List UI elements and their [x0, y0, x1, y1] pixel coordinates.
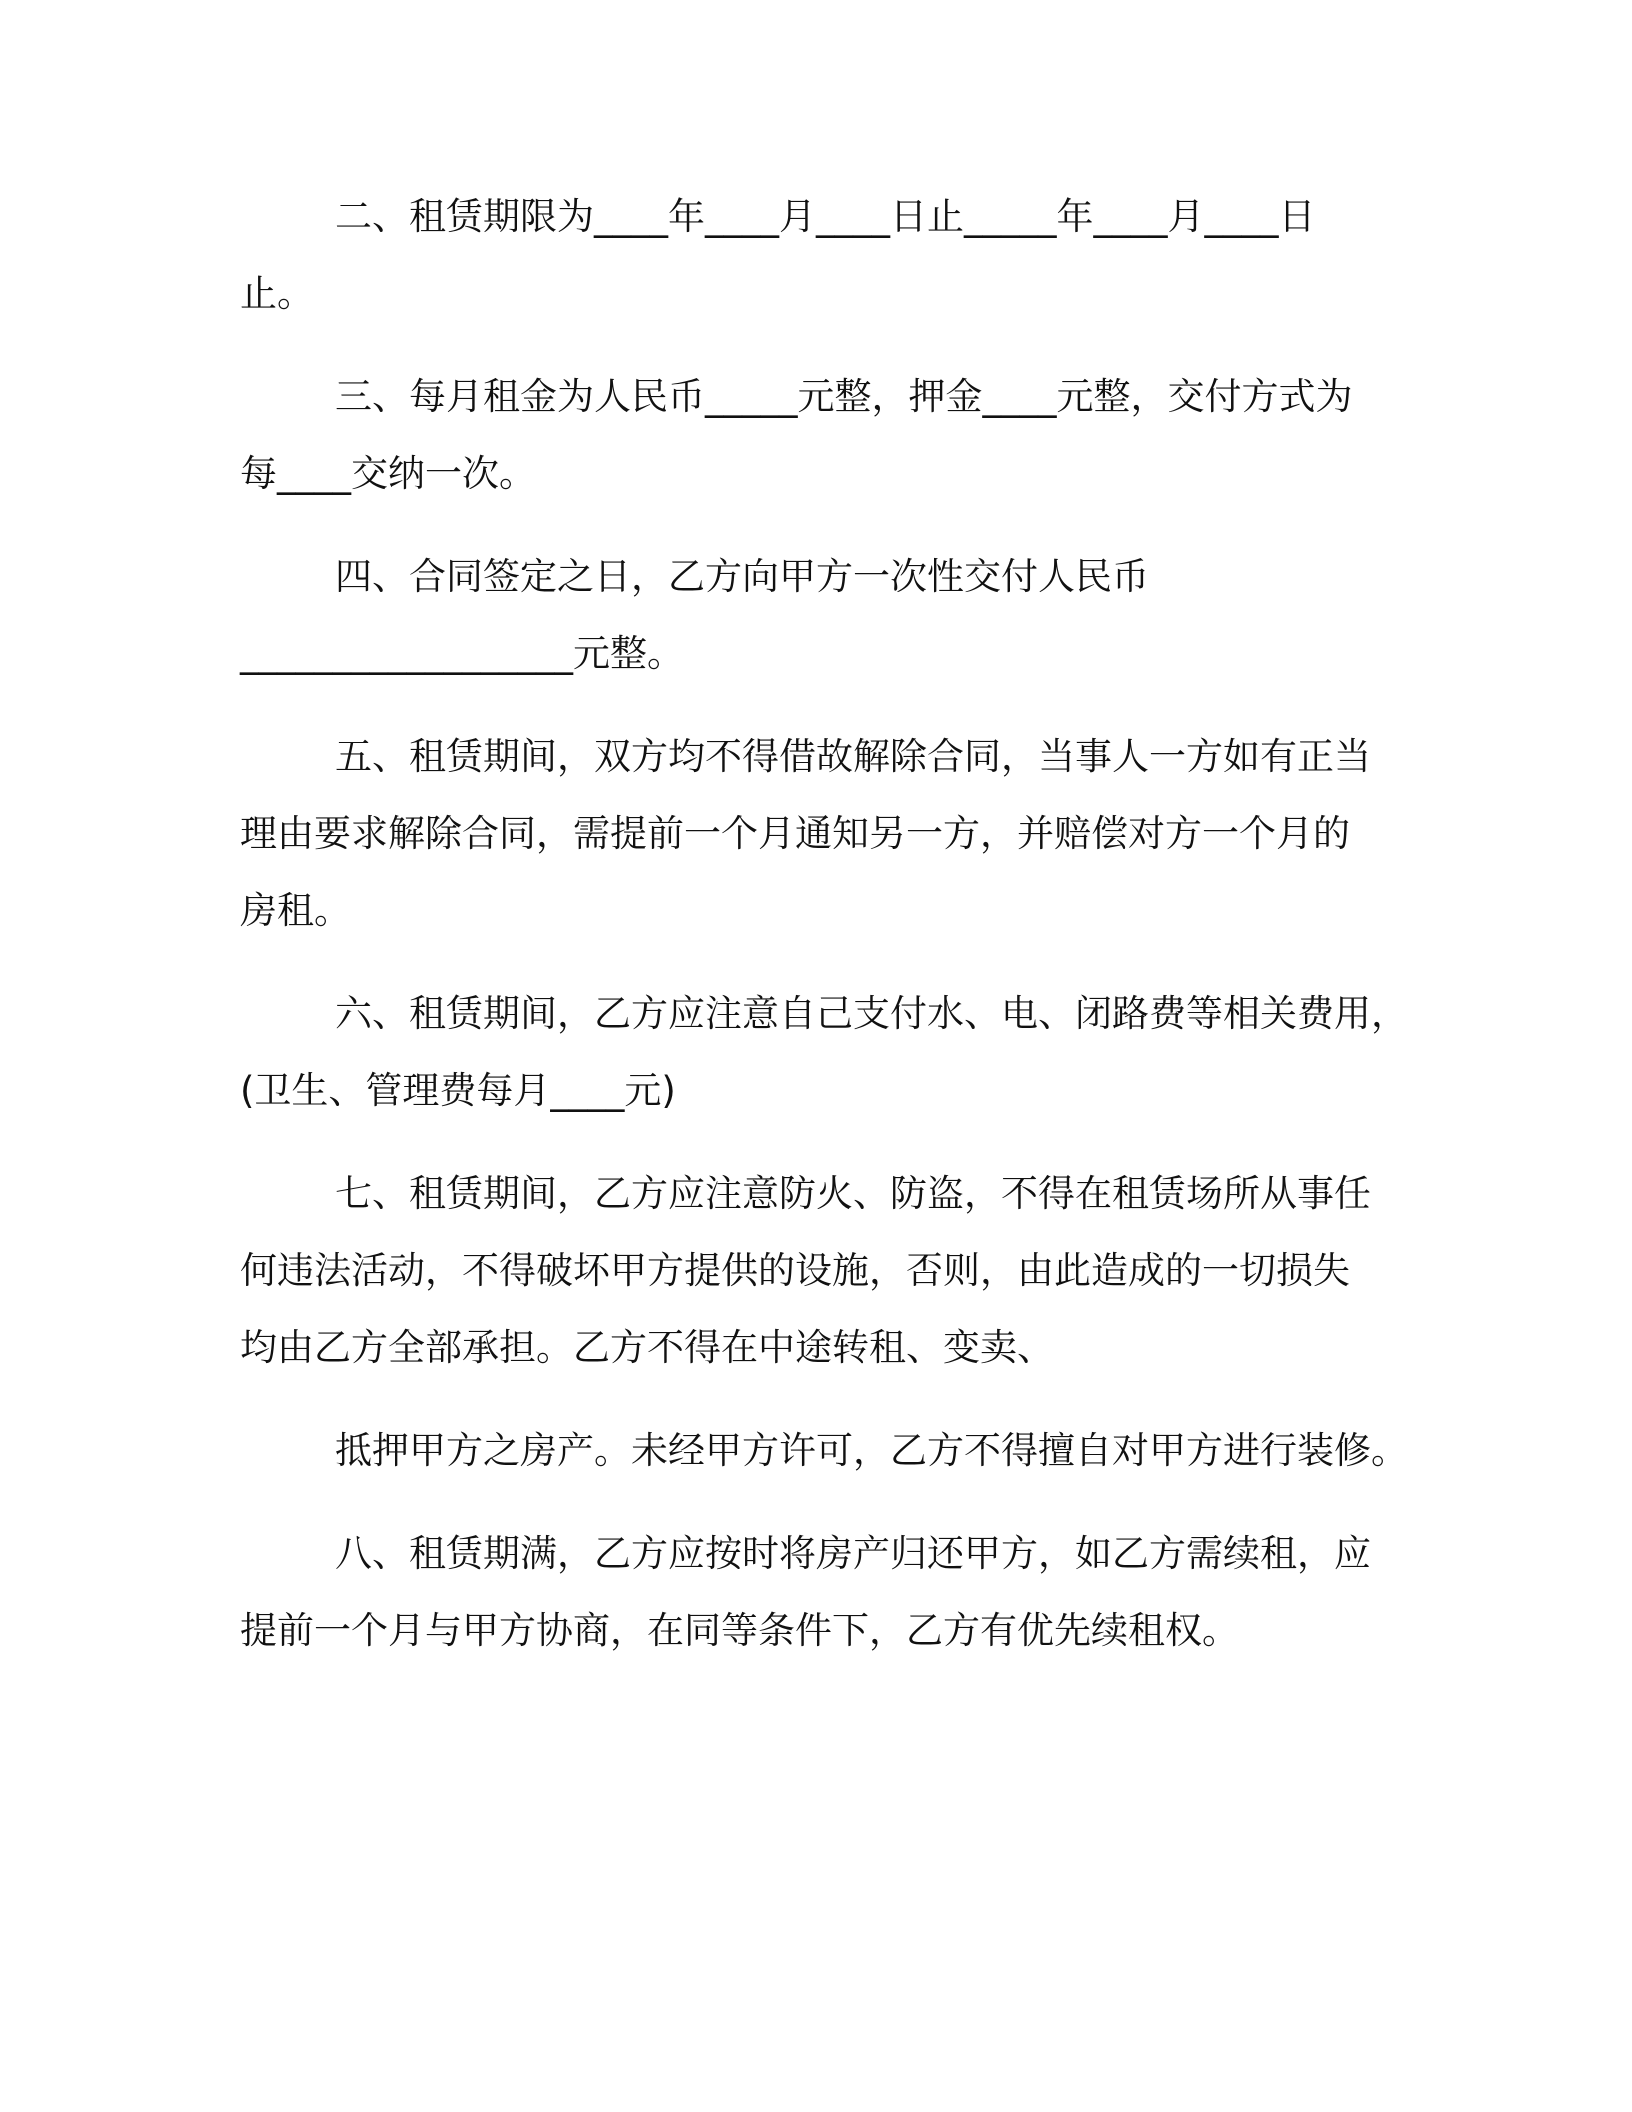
clause-5-line-1: 五、租赁期间，双方均不得借故解除合同，当事人一方如有正当 — [335, 735, 1371, 778]
clause-7-line-1: 七、租赁期间，乙方应注意防火、防盗，不得在租赁场所从事任 — [335, 1172, 1371, 1215]
clause-4-line-1: 四、合同签定之日，乙方向甲方一次性交付人民币 — [335, 555, 1149, 598]
clause-8-line-1: 八、租赁期满，乙方应按时将房产归还甲方，如乙方需续租，应 — [335, 1532, 1371, 1575]
clause-2-line-1: 二、租赁期限为____年____月____日止_____年____月____日 — [335, 195, 1316, 238]
clause-4-line-2: __________________元整。 — [240, 632, 684, 675]
clause-7-line-3: 均由乙方全部承担。乙方不得在中途转租、变卖、 — [240, 1326, 1054, 1369]
clause-2-line-2: 止。 — [240, 272, 314, 315]
clause-7-line-2: 何违法活动，不得破坏甲方提供的设施，否则，由此造成的一切损失 — [240, 1249, 1350, 1292]
clause-5-line-3: 房租。 — [240, 889, 351, 932]
clause-6-line-1: 六、租赁期间，乙方应注意自己支付水、电、闭路费等相关费用， — [335, 992, 1408, 1035]
clause-3-line-2: 每____交纳一次。 — [240, 452, 536, 495]
clause-7-line-4: 抵押甲方之房产。未经甲方许可，乙方不得擅自对甲方进行装修。 — [335, 1429, 1408, 1472]
clause-5-line-2: 理由要求解除合同，需提前一个月通知另一方，并赔偿对方一个月的 — [240, 812, 1350, 855]
clause-8-line-2: 提前一个月与甲方协商，在同等条件下，乙方有优先续租权。 — [240, 1609, 1239, 1652]
clause-6-line-2: (卫生、管理费每月____元) — [240, 1069, 676, 1112]
clause-3-line-1: 三、每月租金为人民币_____元整，押金____元整，交付方式为 — [335, 375, 1353, 418]
